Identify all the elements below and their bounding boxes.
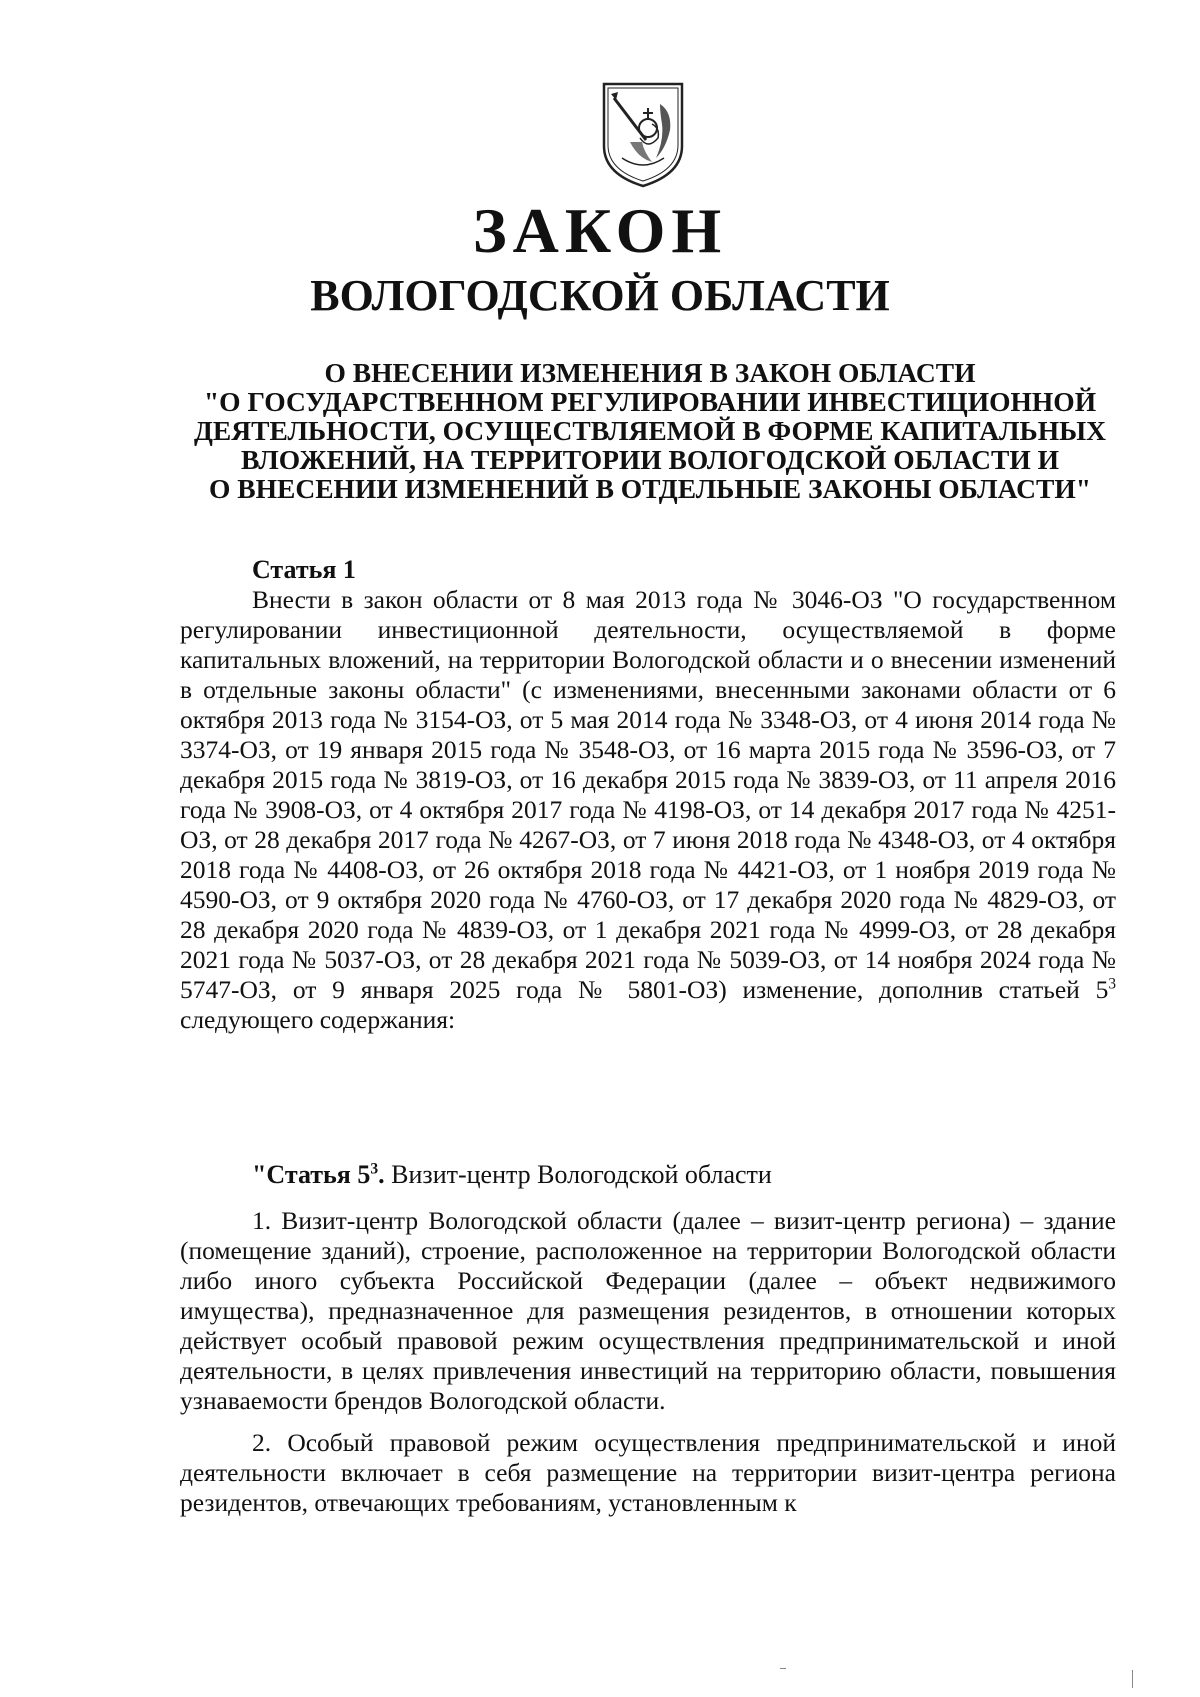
law-heading [170,358,1130,503]
article-1-paragraph [180,585,1116,1035]
new-article-superscript: 3 [370,1160,379,1178]
vologda-coat-of-arms-icon [600,78,686,190]
article-number-superscript: 3 [1108,975,1116,993]
article-1-title: Статья 1 [252,555,356,584]
new-article-dot: . [378,1160,385,1189]
scan-mark [780,1668,786,1669]
new-article-label: "Статья 5 [252,1160,371,1189]
law-title: ЗАКОН [472,195,728,266]
heading-line: "О ГОСУДАРСТВЕННОМ РЕГУЛИРОВАНИИ ИНВЕСТИЦИОННОЙ [203,386,1097,417]
heading-line: ВЛОЖЕНИЙ, НА ТЕРРИТОРИИ ВОЛОГОДСКОЙ ОБЛАСТИ И [240,444,1060,475]
article-1-text-end: следующего содержания: [180,1005,456,1034]
heading-line: ДЕЯТЕЛЬНОСТИ, ОСУЩЕСТВЛЯЕМОЙ В ФОРМЕ КАПИТАЛЬНЫХ [194,415,1106,446]
new-article-item-1 [180,1206,1116,1416]
new-article-item-2 [180,1428,1116,1518]
item-2-text: 2. Особый правовой режим осуществления предпринимательской и иной деятельности включает в себя размещение на территории визит-центра региона резидентов, отвечающих требованиям, установленным к [180,1428,1116,1517]
heading-line: О ВНЕСЕНИИ ИЗМЕНЕНИЙ В ОТДЕЛЬНЫЕ ЗАКОНЫ ОБЛАСТИ" [209,473,1091,504]
scan-mark [1132,1670,1133,1688]
new-article-title [252,1160,772,1190]
article-1-text: Внести в закон области от 8 мая 2013 года № 3046-ОЗ "О государственном регулировании инвестиционной деятельности, осуществляемой в форме капитальных вложений, на территории Вологодской области и о внесении изменений в отдельные законы области" (с изменениями, внесенными законами области от 6 октября 2013 года № 3154-ОЗ, от 5 мая 2014 года № 3348-ОЗ, от 4 июня 2014 года № 3374-ОЗ, от 19 января 2015 года № 3548-ОЗ, от 16 марта 2015 года № 3596-ОЗ, от 7 декабря 2015 года № 3819-ОЗ, от 16 декабря 2015 года № 3839-ОЗ, от 11 апреля 2016 года № 3908-ОЗ, от 4 октября 2017 года № 4198-ОЗ, от 14 декабря 2017 года № 4251-ОЗ, от 28 декабря 2017 года № 4267-ОЗ, от 7 июня 2018 года № 4348-ОЗ, от 4 октября 2018 года № 4408-ОЗ, от 26 октября 2018 года № 4421-ОЗ, от 1 ноября 2019 года № 4590-ОЗ, от 9 октября 2020 года № 4760-ОЗ, от 17 декабря 2020 года № 4829-ОЗ, от 28 декабря 2020 года № 4839-ОЗ, от 1 декабря 2021 года № 4999-ОЗ, от 28 декабря 2021 года № 5037-ОЗ, от 28 декабря 2021 года № 5039-ОЗ, от 14 ноября 2024 года № 5747-ОЗ, от 9 января 2025 года № 5801-ОЗ) изменение, дополнив статьей 5 [180,585,1116,1004]
article-1-body [180,585,1116,1035]
new-article-name: Визит-центр Вологодской области [384,1160,772,1189]
heading-line: О ВНЕСЕНИИ ИЗМЕНЕНИЯ В ЗАКОН ОБЛАСТИ [324,357,976,388]
region-title: ВОЛОГОДСКОЙ ОБЛАСТИ [310,271,890,320]
item-1-text: 1. Визит-центр Вологодской области (далее – визит-центр региона) – здание (помещение зданий), строение, расположенное на территории Вологодской области либо иного субъекта Российской Федерации (далее – объект недвижимого имущества), предназначенное для размещения резидентов, в отношении которых действует особый правовой режим осуществления предпринимательской и иной деятельности, в целях привлечения инвестиций на территорию области, повышения узнаваемости брендов Вологодской области. [180,1206,1116,1415]
